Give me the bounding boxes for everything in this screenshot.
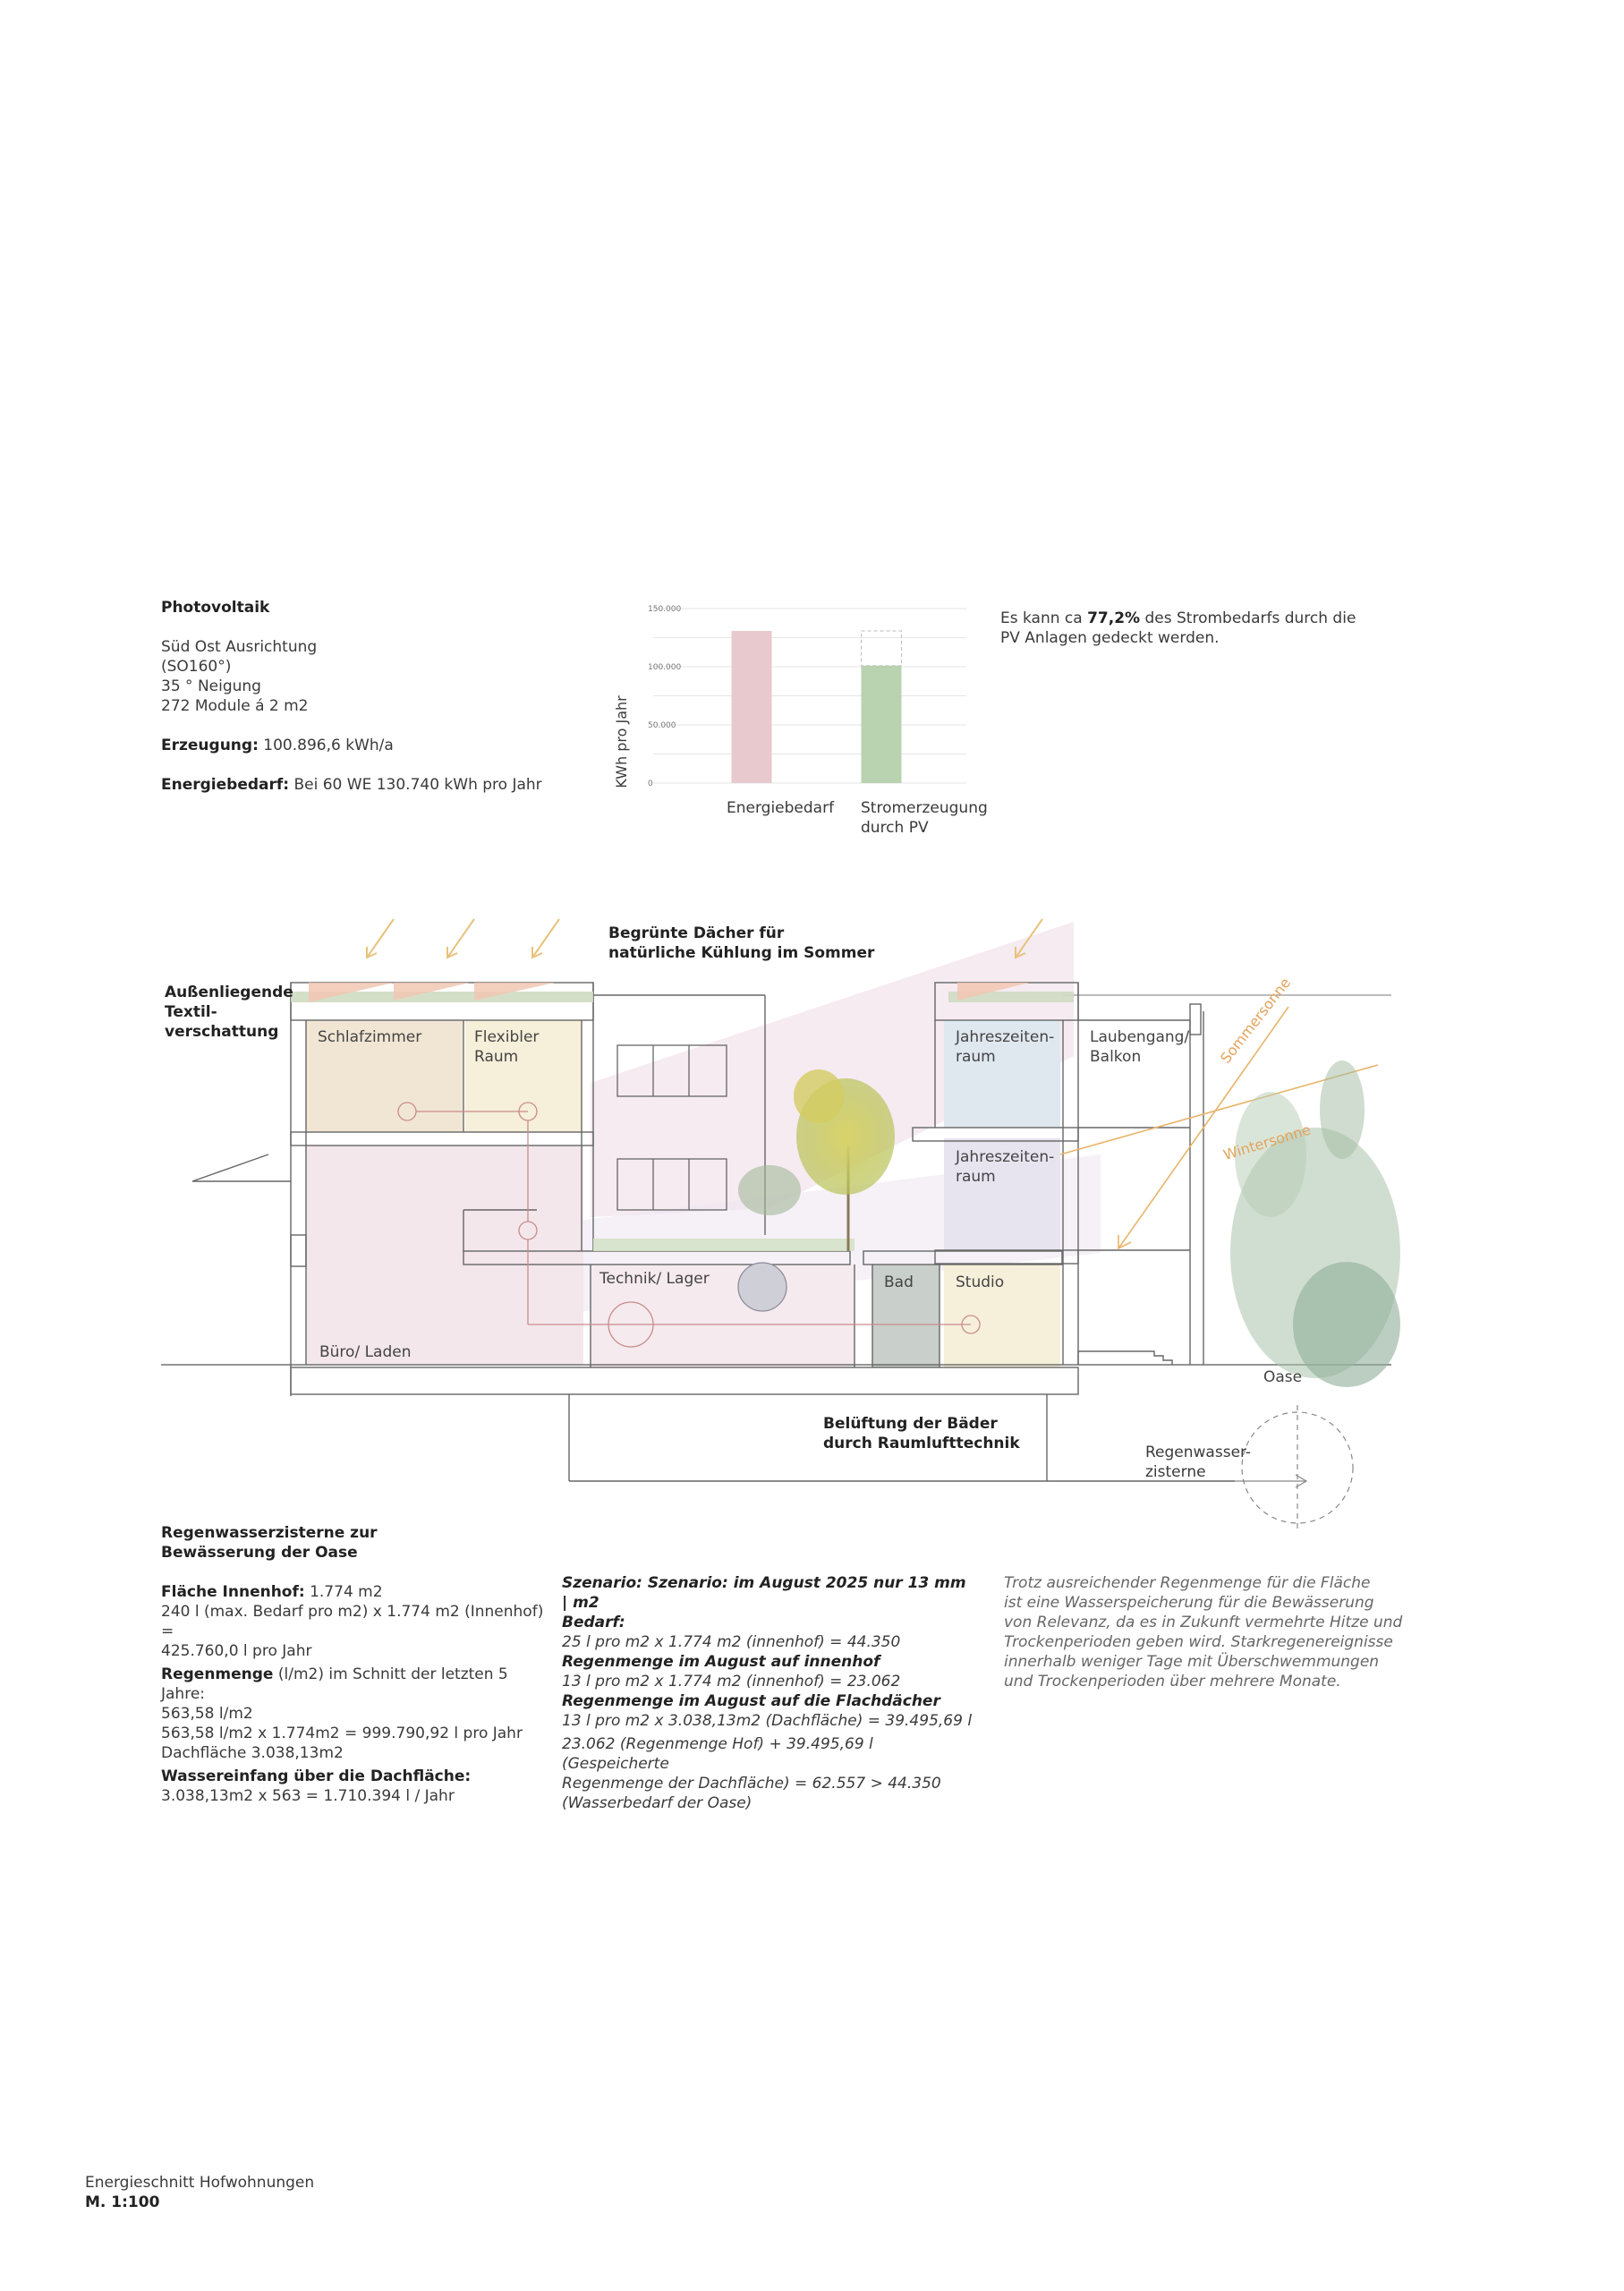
y-tick-label: 50.000 xyxy=(648,721,676,730)
x-label-energiebedarf: Energiebedarf xyxy=(727,799,835,817)
roof-catchment-label: Wassereinfang über die Dachfläche: xyxy=(161,1767,472,1785)
ventilation-label: Belüftung der Bäder durch Raumlufttechnik xyxy=(823,1415,1020,1452)
y-tick-label: 100.000 xyxy=(648,663,682,672)
cistern-symbol xyxy=(1235,1405,1353,1530)
winter-sun-label: Wintersonne xyxy=(1221,1120,1314,1164)
fill-buero xyxy=(306,1146,583,1365)
scenario-info: Szenario: Szenario: im August 2025 nur 13 mm | m2 Bedarf: 25 l pro m2 x 1.774 m2 (innenhof) = 44.350 Regenmenge im August auf innenhof 13 l pro m2 x 1.774 m2 (innenhof) = 23.062 Regenmenge im August auf die Flachdächer 13 l pro m2 x 3.038,13m2 (Dachfläche) = 39.495,69 l 23.062 (Regenmenge Hof) + 39.495,69 l (Gespeicherte Regenmenge der Dachfläche) = 62.557 > 44.350 (Wasserbedarf der Oase) xyxy=(562,1574,973,1812)
tank-technik xyxy=(738,1263,786,1311)
summer-sun-label: Sommersonne xyxy=(1217,974,1295,1067)
room-flexibler-raum: Flexibler Raum xyxy=(474,1028,540,1066)
room-bad: Bad xyxy=(884,1273,914,1291)
water-cistern-info: Regenwasserzisterne zur Bewässerung der Oase Fläche Innenhof: 1.774 m2 240 l (max. Bedarf pro m2) x 1.774 m2 (Innenhof) = 425.760,0 l pro Jahr Regenmenge (l/m2) im Schnitt der letzten 5 Jahre: 563,58 l/m2 563,58 l/m2 x 1.774m2 = 999.790,92 l pro Jahr Dachfläche 3.038,13m2 Wassereinfang über die Dachfläche: 3.038,13m2 x 563 = 1.710.394 l / Jahr xyxy=(161,1523,555,1806)
pv-tilt: 35 ° Neigung xyxy=(161,677,261,695)
coverage-text: Es kann ca 77,2% des Strombedarfs durch die PV Anlagen gedeckt werden. xyxy=(1000,609,1356,647)
room-laubengang-balkon: Laubengang/ Balkon xyxy=(1090,1028,1190,1066)
y-tick-label: 0 xyxy=(648,779,653,788)
room-studio: Studio xyxy=(956,1273,1005,1291)
textile-shading-label: Außenliegende Textil- verschattung xyxy=(165,984,293,1041)
pv-generation: Erzeugung: 100.896,6 kWh/a xyxy=(161,737,394,754)
room-jahreszeitenraum-2: Jahreszeiten- raum xyxy=(956,1148,1055,1186)
green-roof-title: Begrünte Dächer für natürliche Kühlung im Sommer xyxy=(608,924,875,962)
courtyard-area: Fläche Innenhof: 1.774 m2 xyxy=(161,1583,383,1601)
oasis-plants xyxy=(1230,1060,1400,1387)
footer-scale: M. 1:100 xyxy=(85,2193,160,2211)
coverage-value: 77,2% xyxy=(1087,609,1141,627)
pv-modules: 272 Module á 2 m2 xyxy=(161,697,309,715)
cistern-label: Regenwasser- zisterne xyxy=(1145,1444,1252,1481)
pv-demand: Energiebedarf: Bei 60 WE 130.740 kWh pro Jahr xyxy=(161,776,542,794)
room-buero-laden: Büro/ Laden xyxy=(319,1343,412,1361)
footer-title: Energieschnitt Hofwohnungen xyxy=(85,2174,315,2192)
x-label-stromerzeugung: Stromerzeugung durch PV xyxy=(861,799,988,837)
room-schlafzimmer: Schlafzimmer xyxy=(318,1028,422,1046)
y-tick-label: 150.000 xyxy=(648,605,682,614)
pv-title: Photovoltaik xyxy=(161,599,270,617)
footer xyxy=(85,2173,314,2212)
water-storage-note: Trotz ausreichender Regenmenge für die Fläche ist eine Wasserspeicherung für die Bewässerung von Relevanz, da es in Zukunft vermehrte Hitze und Trockenperioden geben wird. Starkregenereignisse innerhalb weniger Tage mit Überschwemmungen und Trockenperioden über mehrere Monate. xyxy=(1004,1574,1403,1691)
room-technik-lager: Technik/ Lager xyxy=(599,1270,710,1288)
rainfall: Regenmenge (l/m2) im Schnitt der letzten 5 Jahre: xyxy=(161,1665,508,1703)
y-axis-title: KWh pro Jahr xyxy=(613,695,630,788)
pv-orientation: Süd Ost Ausrichtung xyxy=(161,638,318,656)
pv-azimuth: (SO160°) xyxy=(161,658,232,676)
room-jahreszeitenraum-1: Jahreszeiten- raum xyxy=(956,1028,1055,1066)
room-oase: Oase xyxy=(1263,1368,1303,1386)
